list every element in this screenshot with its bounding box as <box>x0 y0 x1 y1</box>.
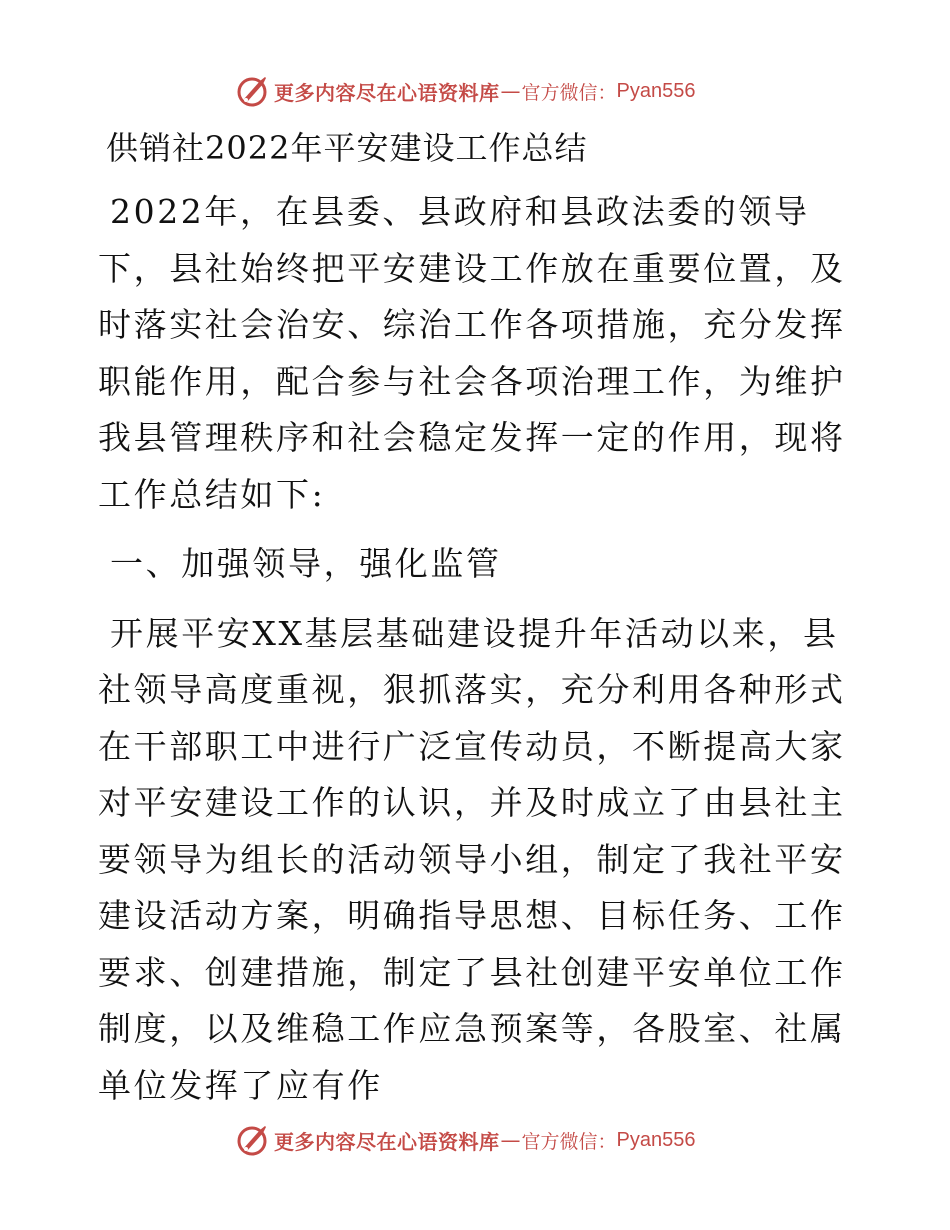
document-body <box>98 122 858 1127</box>
quill-pen-logo-icon <box>234 73 270 109</box>
watermark-wechat-id: Pyan556 <box>616 1128 696 1151</box>
section-paragraph: 开展平安XX基层基础建设提升年活动以来，县社领导高度重视，狠抓落实，充分利用各种形式在干部职工中进行广泛宣传动员，不断提高大家对平安建设工作的认识，并及时成立了由县社主要领导为组长的活动领导小组，制定了我社平安建设活动方案，明确指导思想、目标任务、工作要求、创建措施，制定了县社创建平安单位工作制度，以及维稳工作应急预案等，各股室、社属单位发挥了应有作 <box>98 613 846 1105</box>
quill-pen-logo-icon <box>234 1122 270 1158</box>
document-title: 供销社2022年平安建设工作总结 <box>106 129 588 167</box>
watermark-site-name: 更多内容尽在心语资料库 <box>274 1129 500 1154</box>
watermark-dash: — <box>500 79 521 103</box>
watermark-banner-top <box>234 72 695 110</box>
watermark-banner-bottom <box>234 1121 695 1159</box>
watermark-wechat-label: 官方微信： <box>521 1130 617 1153</box>
watermark-site-name: 更多内容尽在心语资料库 <box>274 80 500 105</box>
section-heading: 一、加强领导，强化监管 <box>110 544 502 583</box>
watermark-wechat-id: Pyan556 <box>616 79 696 102</box>
intro-paragraph: 2022年，在县委、县政府和县政法委的领导下，县社始终把平安建设工作放在重要位置，及时落实社会治安、综治工作各项措施，充分发挥职能作用，配合参与社会各项治理工作，为维护我县管理秩序和社会稳定发挥一定的作用，现将工作总结如下: <box>98 192 846 514</box>
watermark-wechat-label: 官方微信： <box>521 81 617 104</box>
watermark-dash: — <box>500 1128 521 1152</box>
